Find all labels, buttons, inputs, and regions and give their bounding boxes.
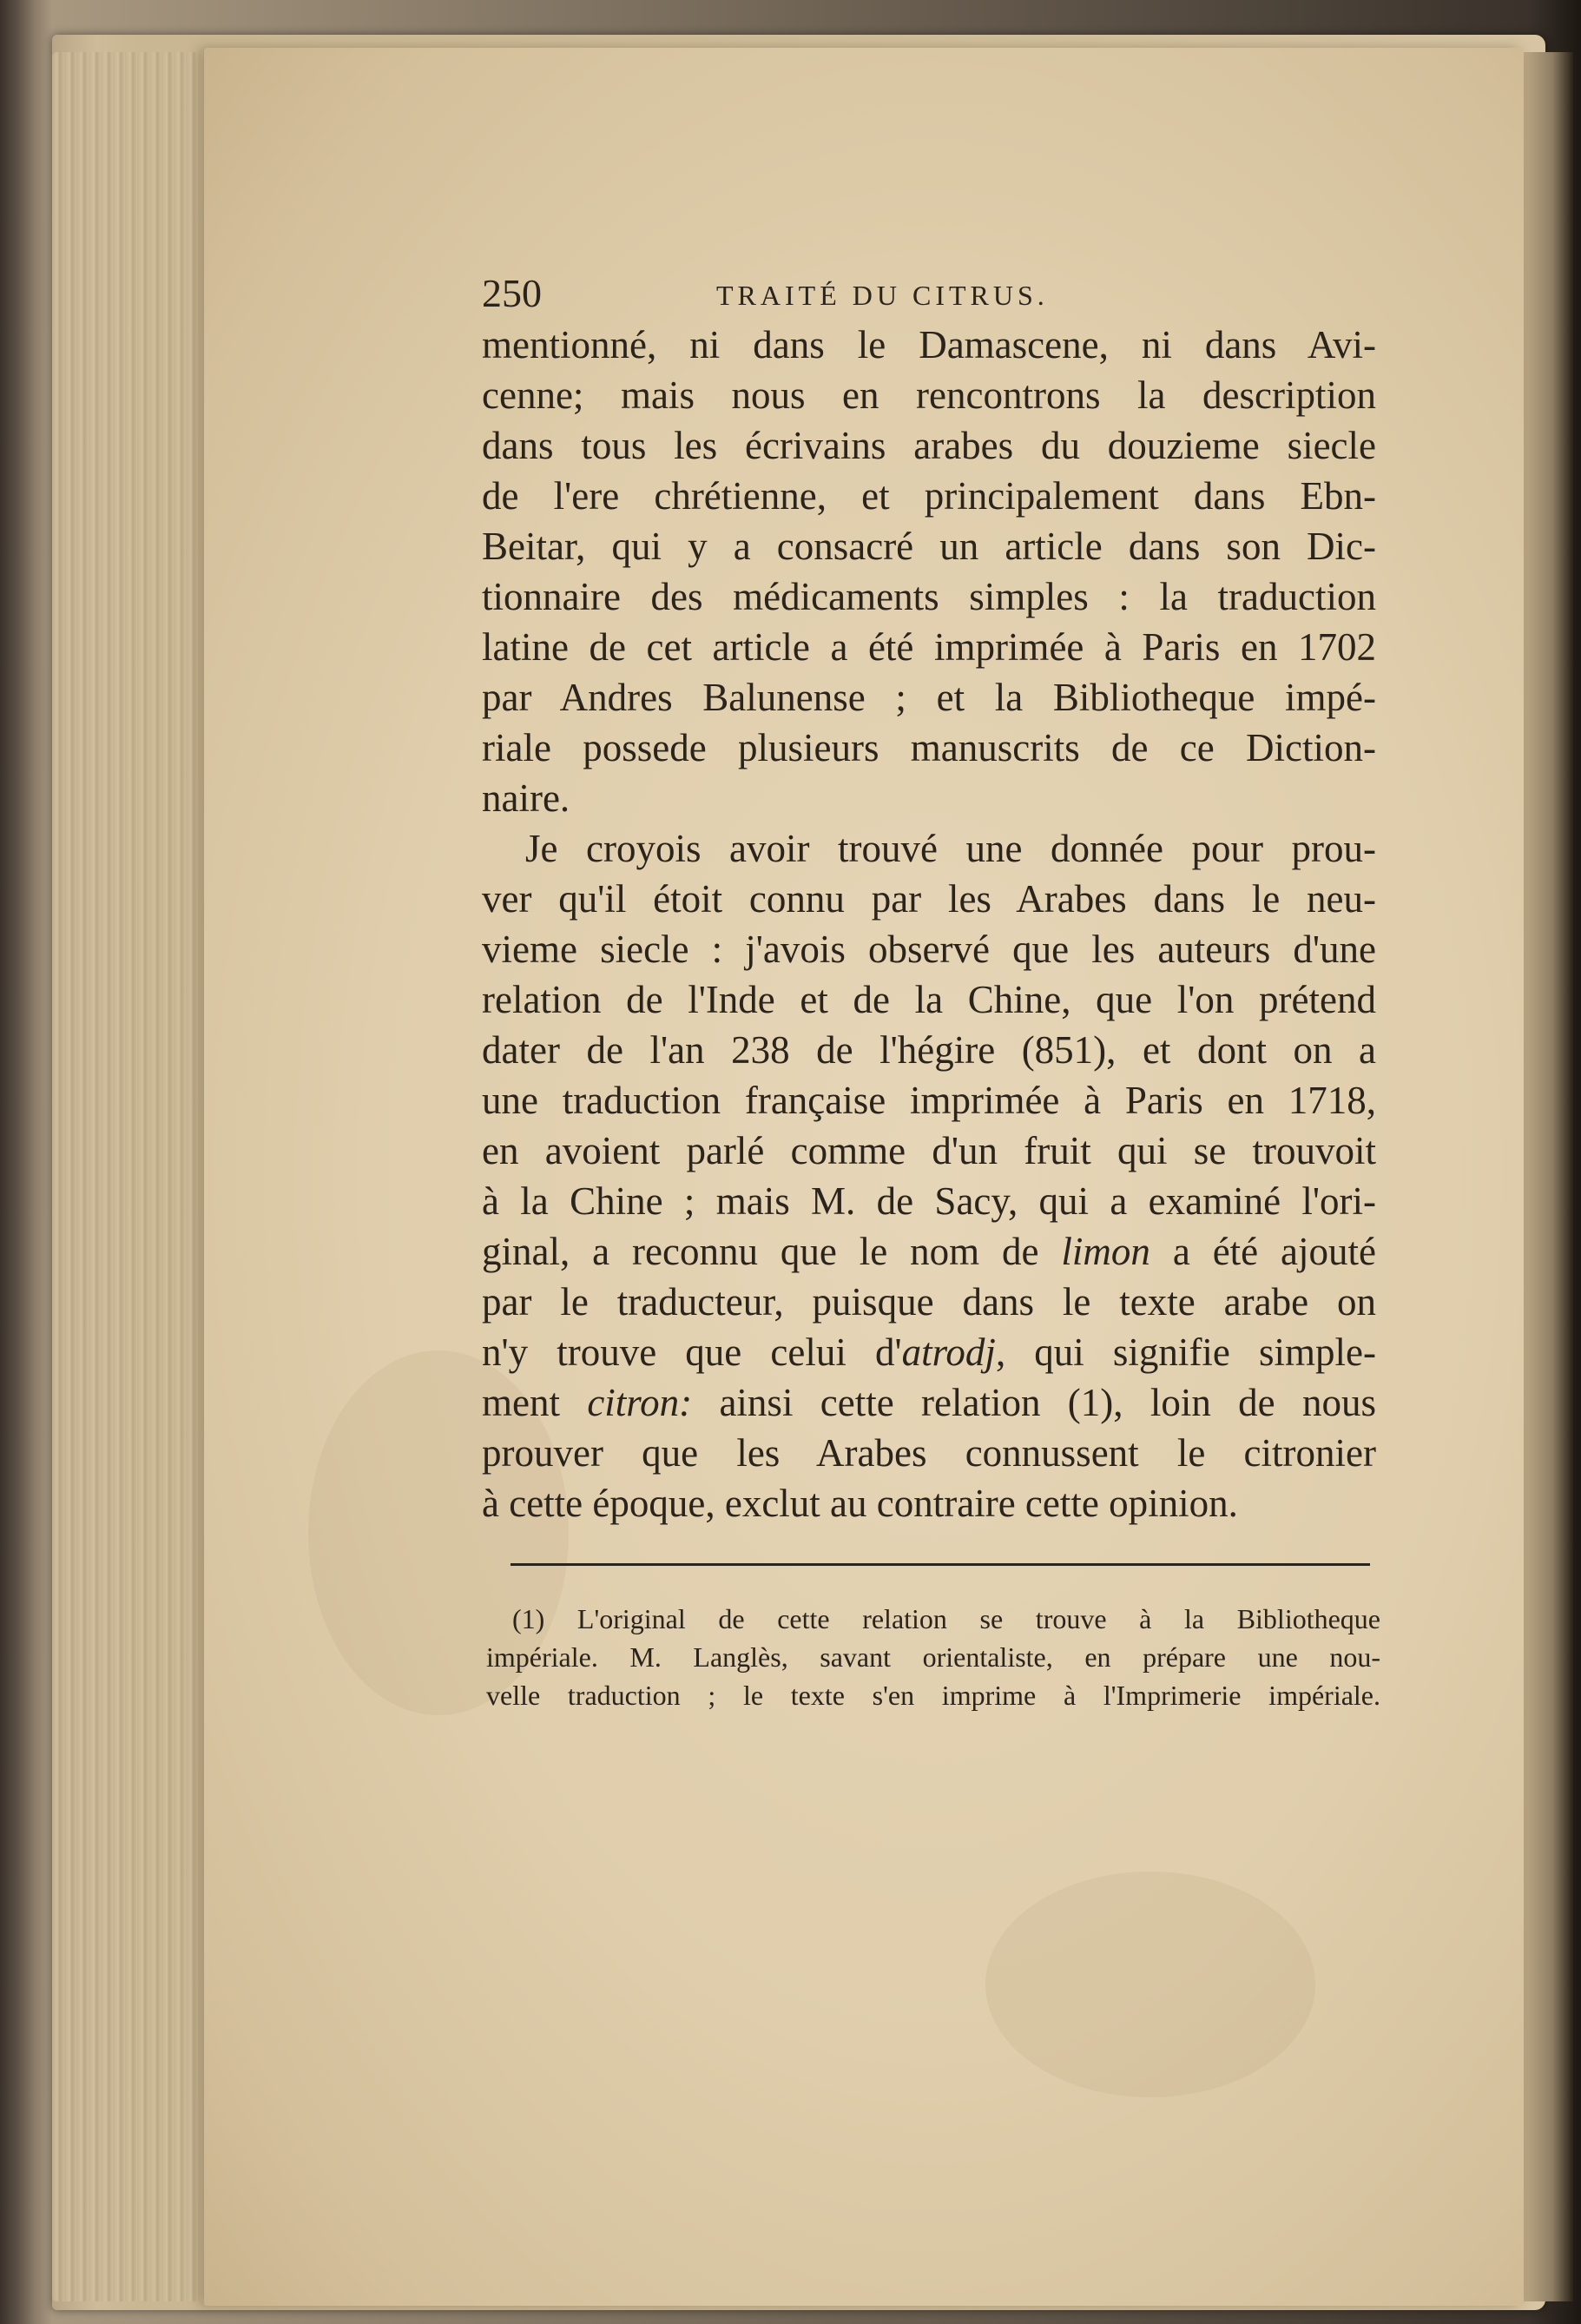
text-line: en avoient parlé comme d'un fruit qui se trouvoit xyxy=(482,1129,1376,1172)
text-line xyxy=(482,1226,1376,1277)
paper-stain xyxy=(985,1872,1315,2097)
footnote xyxy=(486,1600,1380,1714)
text-line: tionnaire des médicaments simples : la traduction xyxy=(482,575,1376,618)
italic-term: limon xyxy=(1061,1230,1150,1273)
text-line: relation de l'Inde et de la Chine, que l'on prétend xyxy=(482,978,1376,1021)
footnote-rule xyxy=(511,1563,1370,1566)
text-line: latine de cet article a été imprimée à Paris en 1702 xyxy=(482,625,1376,669)
footnote-line: impériale. M. Langlès, savant orientaliste, en prépare une nou- xyxy=(486,1641,1380,1673)
italic-term: citron: xyxy=(587,1381,693,1424)
text-line: Beitar, qui y a consacré un article dans son Dic- xyxy=(482,525,1376,568)
running-head xyxy=(482,267,1385,320)
text-line: ver qu'il étoit connu par les Arabes dans le neu- xyxy=(482,877,1376,921)
page-number: 250 xyxy=(482,271,542,315)
text-line: par le traducteur, puisque dans le texte arabe on xyxy=(482,1280,1376,1324)
text-line: dater de l'an 238 de l'hégire (851), et dont on a xyxy=(482,1028,1376,1072)
running-title: TRAITÉ DU CITRUS. xyxy=(716,280,1049,311)
text-segment: n'y trouve que celui d' xyxy=(482,1330,902,1374)
text-line: cenne; mais nous en rencontrons la description xyxy=(482,373,1376,417)
text-segment: , qui signifie simple- xyxy=(995,1330,1376,1374)
page-edges xyxy=(52,52,226,2301)
text-line: dans tous les écrivains arabes du douzieme siecle xyxy=(482,424,1376,467)
text-segment: ginal, a reconnu que le nom de xyxy=(482,1230,1039,1273)
text-line: naire. xyxy=(482,776,570,820)
text-line: à la Chine ; mais M. de Sacy, qui a examiné l'ori- xyxy=(482,1179,1376,1223)
text-line: mentionné, ni dans le Damascene, ni dans Avi- xyxy=(482,323,1376,366)
text-line xyxy=(482,1377,1376,1428)
text-line: prouver que les Arabes connussent le citronier xyxy=(482,1431,1376,1475)
text-line: riale possede plusieurs manuscrits de ce Diction- xyxy=(482,726,1376,769)
text-line: vieme siecle : j'avois observé que les auteurs d'une xyxy=(482,928,1376,971)
text-line: par Andres Balunense ; et la Bibliotheque impé- xyxy=(482,676,1376,719)
text-segment: ment xyxy=(482,1381,560,1424)
footnote-line: velle traduction ; le texte s'en imprime à l'Imprimerie impériale. xyxy=(486,1680,1380,1711)
footnote-line: (1) L'original de cette relation se trouve à la Bibliotheque xyxy=(512,1603,1380,1634)
text-segment: a été ajouté xyxy=(1172,1230,1376,1273)
text-line: de l'ere chrétienne, et principalement dans Ebn- xyxy=(482,474,1376,518)
text-line: une traduction française imprimée à Paris en 1718, xyxy=(482,1079,1376,1122)
text-segment: ainsi cette relation (1), loin de nous xyxy=(719,1381,1376,1424)
book-right-edge xyxy=(1521,52,1573,2301)
text-line: à cette époque, exclut au contraire cette opinion. xyxy=(482,1482,1238,1525)
body-text xyxy=(482,320,1376,1528)
italic-term: atrodj xyxy=(901,1330,996,1374)
text-line xyxy=(482,1327,1376,1377)
text-line: Je croyois avoir trouvé une donnée pour prou- xyxy=(525,827,1376,870)
